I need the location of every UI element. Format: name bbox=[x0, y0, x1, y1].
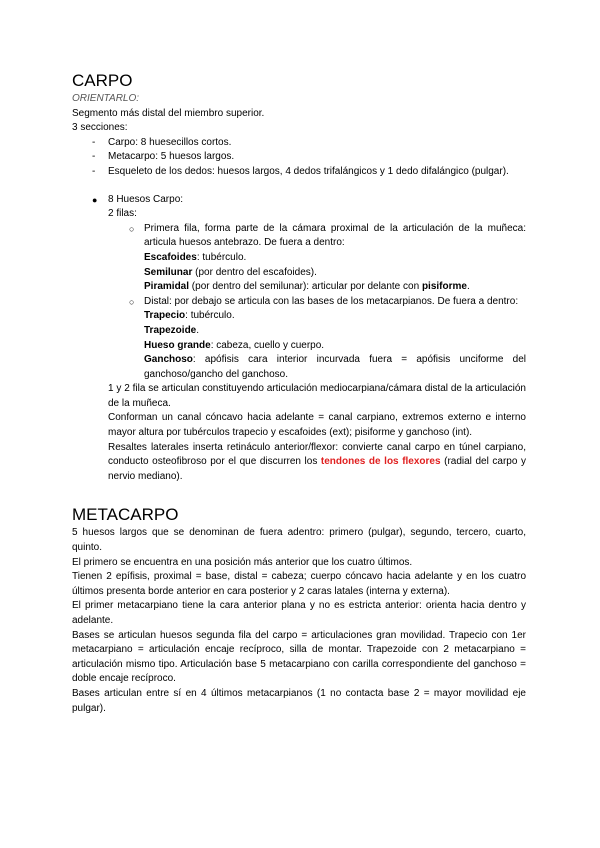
highlighted-term: tendones de los flexores bbox=[320, 456, 441, 468]
dash-marker: - bbox=[92, 151, 96, 163]
dash-marker: - bbox=[92, 165, 96, 177]
bone-name: Hueso grande bbox=[144, 339, 211, 351]
bone-desc: . bbox=[196, 324, 200, 336]
metacarpo-paragraph-3: Tienen 2 epífisis, proximal = base, distal = cabeza; cuerpo cóncavo hacia adelante y en los cuatro últimos presenta borde anterior en cara posterior y 2 caras latales (interna y externa). bbox=[72, 571, 526, 597]
bone-trapecio bbox=[72, 309, 526, 324]
bone-name: Semilunar bbox=[144, 266, 193, 278]
bullet-marker: ● bbox=[92, 194, 98, 205]
bone-ganchoso bbox=[72, 353, 526, 382]
dash-marker: - bbox=[92, 136, 96, 148]
proximal-row-text: Primera fila, forma parte de la cámara proximal de la articulación de la muñeca: articula huesos antebrazo. De fuera a dentro: bbox=[144, 222, 526, 249]
carpo-subtitle: ORIENTARLO: bbox=[72, 93, 140, 104]
bone-desc: : cabeza, cuello y cuerpo. bbox=[210, 339, 325, 351]
list-item bbox=[72, 165, 526, 180]
list-item bbox=[72, 150, 526, 165]
list-item-text: Metacarpo: 5 huesos largos. bbox=[108, 151, 235, 163]
bone-semilunar bbox=[72, 266, 526, 281]
carpo-intro-1: Segmento más distal del miembro superior. bbox=[72, 107, 265, 119]
bone-escafoides bbox=[72, 251, 526, 266]
list-item-text: Carpo: 8 huesecillos cortos. bbox=[108, 136, 232, 148]
carpo-paragraph-1: 1 y 2 fila se articulan constituyendo articulación mediocarpiana/cámara distal de la articulación de la muñeca. bbox=[108, 383, 526, 409]
paragraph-text: Resaltes laterales inserta retináculo anterior/flexor: convierte canal carpo en túnel carpiano, conducto osteofibroso por el que discurren los bbox=[108, 441, 526, 468]
bone-desc: : tubérculo. bbox=[196, 251, 247, 263]
metacarpo-section bbox=[72, 504, 526, 716]
bone-name: Ganchoso bbox=[144, 354, 193, 366]
proximal-row-item bbox=[72, 222, 526, 251]
metacarpo-paragraph-4: El primer metacarpiano tiene la cara anterior plana y no es estricta anterior: orienta hacia dentro y adelante. bbox=[72, 600, 526, 626]
circle-marker: ○ bbox=[129, 223, 135, 234]
carpo-paragraph-3 bbox=[72, 441, 526, 485]
bone-desc: : apófisis cara interior incurvada fuera = apófisis unciforme del ganchoso/gancho del ganchoso. bbox=[144, 354, 526, 380]
sections-list bbox=[72, 136, 526, 180]
bone-name-pisiforme: pisiforme bbox=[421, 281, 467, 293]
bone-trapezoide bbox=[72, 324, 526, 339]
bullet-carpo-bones bbox=[72, 193, 526, 208]
bone-desc: (por dentro del semilunar): articular por delante con bbox=[189, 281, 422, 293]
bone-piramidal bbox=[72, 280, 526, 295]
bone-name: Trapezoide bbox=[144, 324, 197, 336]
carpo-intro-2: 3 secciones: bbox=[72, 122, 128, 134]
paragraph-text-end: (radial del carpo y nervio mediano). bbox=[108, 456, 526, 482]
metacarpo-paragraph-1: 5 huesos largos que se denominan de fuera adentro: primero (pulgar), segundo, tercero, cuarto, quinto. bbox=[72, 527, 526, 554]
distal-row-item bbox=[72, 295, 526, 310]
list-item-text: Esqueleto de los dedos: huesos largos, 4 dedos trifalángicos y 1 dedo difalángico (pulgar). bbox=[108, 165, 509, 177]
bone-desc: : tubérculo. bbox=[185, 310, 235, 322]
carpo-paragraph-2: Conforman un canal cóncavo hacia adelante = canal carpiano, extremos externo e interno mayor altura por tubérculos trapecio y escafoides (ext); pisiforme y ganchoso (int). bbox=[108, 412, 526, 439]
metacarpo-paragraph-6: Bases articulan entre sí en 4 últimos metacarpianos (1 no contacta base 2 = mayor movilidad eje pulgar). bbox=[72, 687, 526, 714]
bone-desc-end: . bbox=[466, 281, 470, 293]
bone-name: Piramidal bbox=[144, 281, 190, 293]
document-content bbox=[72, 70, 526, 716]
list-item bbox=[72, 136, 526, 151]
bone-desc: (por dentro del escafoides). bbox=[192, 266, 317, 278]
bone-hueso-grande bbox=[72, 339, 526, 354]
bone-name: Trapecio bbox=[144, 310, 186, 322]
metacarpo-paragraph-2: El primero se encuentra en una posición más anterior que los cuatro últimos. bbox=[72, 556, 413, 568]
rows-label: 2 filas: bbox=[108, 208, 137, 220]
metacarpo-heading: METACARPO bbox=[72, 505, 179, 525]
metacarpo-paragraph-5: Bases se articulan huesos segunda fila del carpo = articulaciones gran movilidad. Trapecio con 1er metacarpiano = articulación encaje recíproco, silla de montar. Trapezoide con 2 metacarpiano = articulación mismo tipo. Articulación base 5 metacarpiano con carilla correspondiente del ganchoso = doble encaje recíproco. bbox=[72, 629, 526, 685]
bullet-text: 8 Huesos Carpo: bbox=[108, 193, 184, 205]
carpo-heading: CARPO bbox=[72, 71, 133, 90]
circle-marker: ○ bbox=[129, 296, 135, 307]
bone-name: Escafoides bbox=[144, 251, 197, 263]
distal-row-text: Distal: por debajo se articula con las bases de los metacarpianos. De fuera a dentro: bbox=[144, 295, 519, 307]
